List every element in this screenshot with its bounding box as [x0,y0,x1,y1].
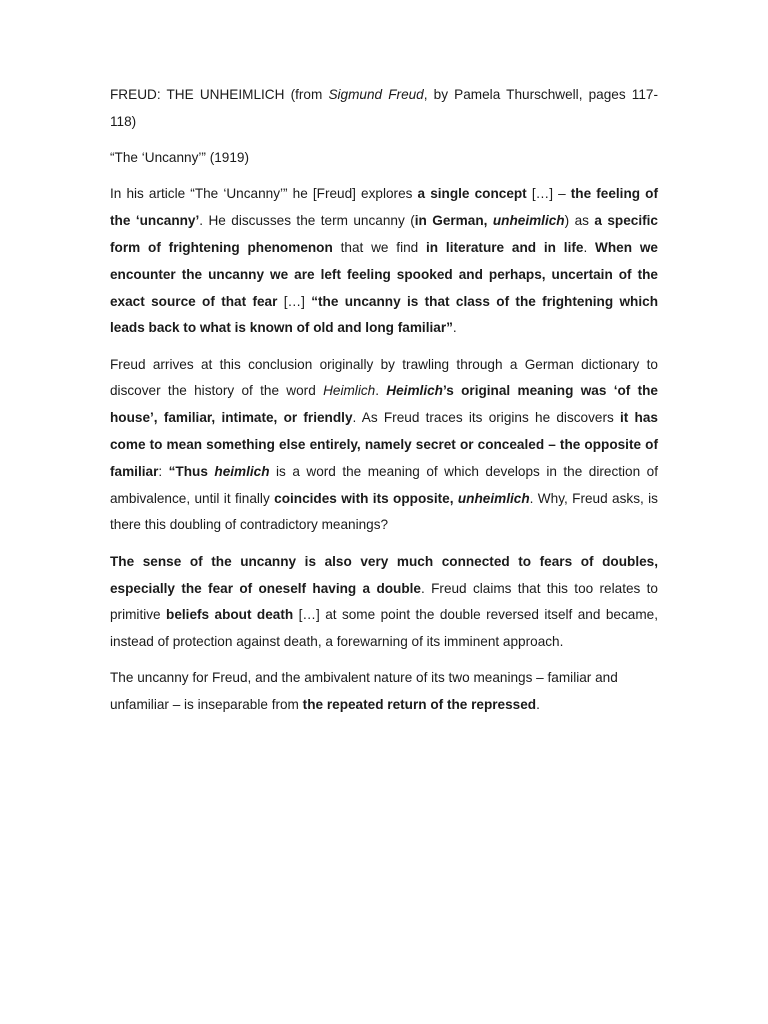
text-run: , by Pamela Thurschwell, pages 117-118) [110,87,658,129]
text-run: . As Freud traces its origins he discovers [352,410,621,426]
text-run-bold: “Thus [168,463,215,479]
text-run-italic: Sigmund Freud [328,87,424,102]
text-run-bold: coincides with its opposite, [274,490,458,506]
text-run: […] – [526,186,571,202]
paragraph-heimlich-history [110,352,658,540]
document-subheading [110,145,658,172]
text-run-bold [493,213,565,228]
text-run: . [452,320,457,336]
text-run: […] at some point the double reversed itself and became, instead of protection against death, a forewarning of its imminent approach. [110,607,658,650]
paragraph-repressed [110,665,658,719]
text-run: . Freud claims that this too relates to primitive [110,580,658,623]
text-run-bold: a single concept [417,186,527,202]
text-run: . [536,697,540,713]
text-run: . [583,239,596,255]
document-body [110,82,658,729]
text-run: Freud arrives at this conclusion originally by trawling through a German dictionary to discover the history of the word [110,356,658,399]
paragraph-doubles [110,549,658,656]
text-run: : [158,463,169,479]
text-run: . He discusses the term uncanny ( [199,213,415,229]
text-run-bold: When we encounter the uncanny we are left feeling spooked and perhaps, uncertain of the exact source of that fear [110,239,658,309]
text-run: . [375,383,387,399]
text-run: […] [277,293,312,309]
text-run-bold: “the uncanny is that class of the frightening which leads back to what is known of old and long familiar” [110,293,658,336]
text-run-bold [386,383,443,398]
paragraph-uncanny-definition [110,181,658,342]
text-run-bold [214,464,269,479]
text-run: In his article “The ‘Uncanny’” he [Freud] explores [110,186,418,202]
text-run: The uncanny for Freud, and the ambivalent nature of its two meanings – familiar and unfamiliar – is inseparable from [110,670,618,713]
text-run: ) as [564,213,595,229]
text-run-bold: beliefs about death [166,607,294,623]
text-run-bold-italic: heimlich [214,463,270,479]
text-run-bold: The sense of the uncanny is also very much connected to fears of doubles, especially the fear of oneself having a double [110,553,658,596]
text-run-bold: in German, [414,213,493,229]
text-run: FREUD: THE UNHEIMLICH (from [110,87,329,102]
text-run-bold-italic: unheimlich [457,490,530,506]
text-run-bold: a specific form of frightening phenomenon [110,213,658,255]
text-run-bold [458,491,530,506]
text-run-bold: it has come to mean something else entirely, namely secret or concealed – the opposite of familiar [110,410,658,479]
text-run-bold: in literature and in life [426,239,584,255]
document-heading [110,82,658,136]
text-run: “The ‘Uncanny’” (1919) [110,150,250,166]
text-run: . Why, Freud asks, is there this doubling of contradictory meanings? [110,490,658,533]
text-run-italic: Heimlich [323,383,376,399]
text-run-bold: the feeling of the ‘uncanny’ [110,186,658,229]
text-run-bold-italic: unheimlich [492,213,565,229]
text-run-bold: the repeated return of the repressed [302,697,537,713]
text-run: is a word the meaning of which develops in the direction of ambivalence, until it finally [110,463,658,506]
text-run-bold: ’s original meaning was ‘of the house’, familiar, intimate, or friendly [110,383,658,426]
text-run-bold-italic: Heimlich [386,383,443,399]
text-run: that we find [332,239,427,255]
